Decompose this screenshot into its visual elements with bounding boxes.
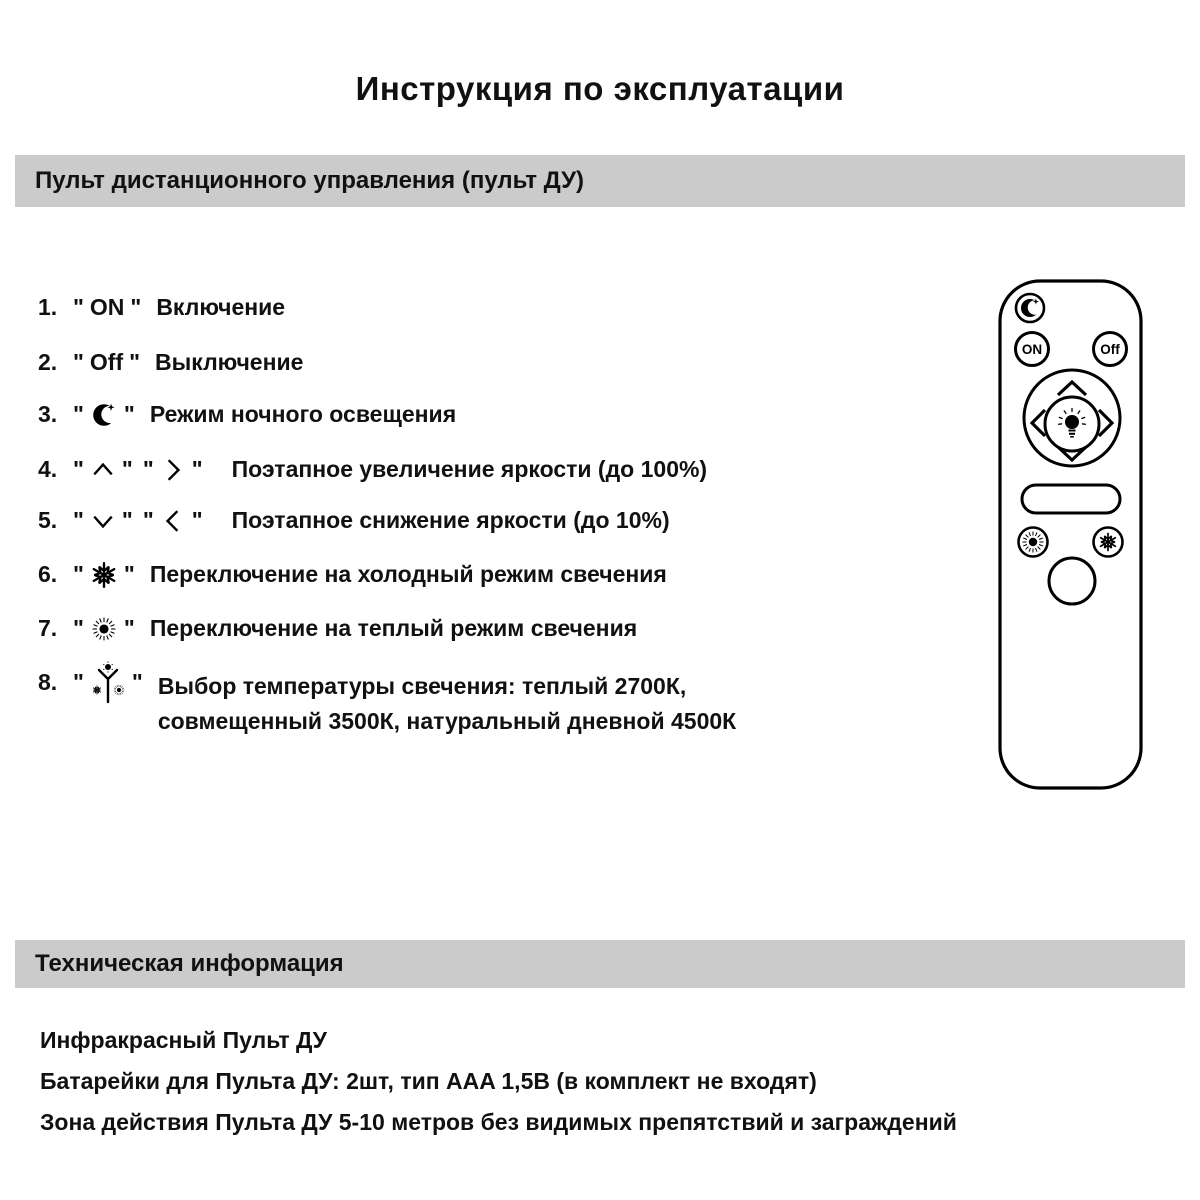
instruction-item-5	[38, 507, 670, 534]
chevron-right-icon	[161, 458, 185, 482]
item-text: Поэтапное увеличение яркости (до 100%)	[231, 456, 708, 482]
tech-info-line-3: Зона действия Пульта ДУ 5-10 метров без видимых препятствий и заграждений	[40, 1109, 957, 1135]
item-text-line1: Выбор температуры свечения: теплый 2700К,	[157, 673, 687, 699]
chevron-down-icon	[91, 509, 115, 533]
item-text	[158, 669, 736, 739]
pill-button	[1022, 485, 1120, 513]
quote-mark: "	[73, 401, 84, 427]
instruction-item-3	[38, 401, 456, 428]
instruction-item-1	[38, 294, 285, 321]
off-button-label: Off	[1100, 342, 1120, 357]
instruction-item-7	[38, 615, 637, 642]
on-button-label: ON	[1021, 342, 1043, 357]
section-header-tech: Техническая информация	[15, 940, 1185, 988]
snowflake-icon	[91, 562, 117, 588]
quote-mark: "	[142, 507, 154, 533]
quote-mark: "	[123, 615, 135, 641]
item-number: 8.	[38, 669, 58, 695]
item-number: 4.	[38, 456, 58, 482]
quote-mark: "	[123, 401, 135, 427]
quote-mark: "	[73, 561, 84, 587]
item-text: Включение	[156, 294, 286, 320]
item-number: 2.	[38, 349, 58, 375]
quote-mark: "	[73, 507, 84, 533]
item-number: 7.	[38, 615, 58, 641]
tech-info-line-2: Батарейки для Пульта ДУ: 2шт, тип AAA 1,5В (в комплект не входят)	[40, 1068, 817, 1094]
temperature-select-icon	[91, 661, 125, 705]
item-text: Выключение	[155, 349, 304, 375]
quote-mark: "	[121, 456, 133, 482]
warm-sun-icon	[91, 616, 117, 642]
instruction-item-8	[38, 669, 736, 739]
remote-illustration	[995, 278, 1147, 798]
warm-mode-button	[1019, 528, 1048, 557]
item-number: 6.	[38, 561, 58, 587]
item-text-line2: совмещенный 3500К, натуральный дневной 4500К	[157, 708, 737, 734]
tech-info-line-1: Инфракрасный Пульт ДУ	[40, 1027, 327, 1053]
crescent-moon-star-icon	[91, 402, 117, 428]
quote-mark: "	[131, 669, 143, 695]
quote-mark: "	[129, 349, 141, 375]
chevron-up-icon	[91, 458, 115, 482]
item-text: Режим ночного освещения	[149, 401, 457, 427]
quote-mark: "	[73, 349, 84, 375]
quote-mark: "	[121, 507, 133, 533]
item-number: 3.	[38, 401, 58, 427]
quote-mark: "	[191, 507, 203, 533]
item-text: Переключение на холодный режим свечения	[149, 561, 667, 587]
page-title: Инструкция по эксплуатации	[355, 70, 845, 107]
quote-mark: "	[73, 456, 84, 482]
section-header-remote: Пульт дистанционного управления (пульт ДУ)	[15, 155, 1185, 207]
quote-mark: "	[73, 294, 84, 320]
quote-mark: "	[123, 561, 135, 587]
item-text: Поэтапное снижение яркости (до 10%)	[231, 507, 670, 533]
quote-mark: "	[73, 669, 84, 695]
chevron-left-icon	[161, 509, 185, 533]
item-number: 5.	[38, 507, 58, 533]
item-number: 1.	[38, 294, 58, 320]
instruction-item-6	[38, 561, 667, 588]
on-keyword: ON	[89, 294, 125, 320]
quote-mark: "	[73, 615, 84, 641]
quote-mark: "	[191, 456, 203, 482]
quote-mark: "	[142, 456, 154, 482]
quote-mark: "	[130, 294, 142, 320]
instruction-item-2	[38, 349, 303, 376]
warm-sun-icon	[1023, 532, 1044, 553]
off-keyword: Off	[89, 349, 124, 375]
instruction-item-4	[38, 456, 707, 483]
item-text: Переключение на теплый режим свечения	[149, 615, 638, 641]
